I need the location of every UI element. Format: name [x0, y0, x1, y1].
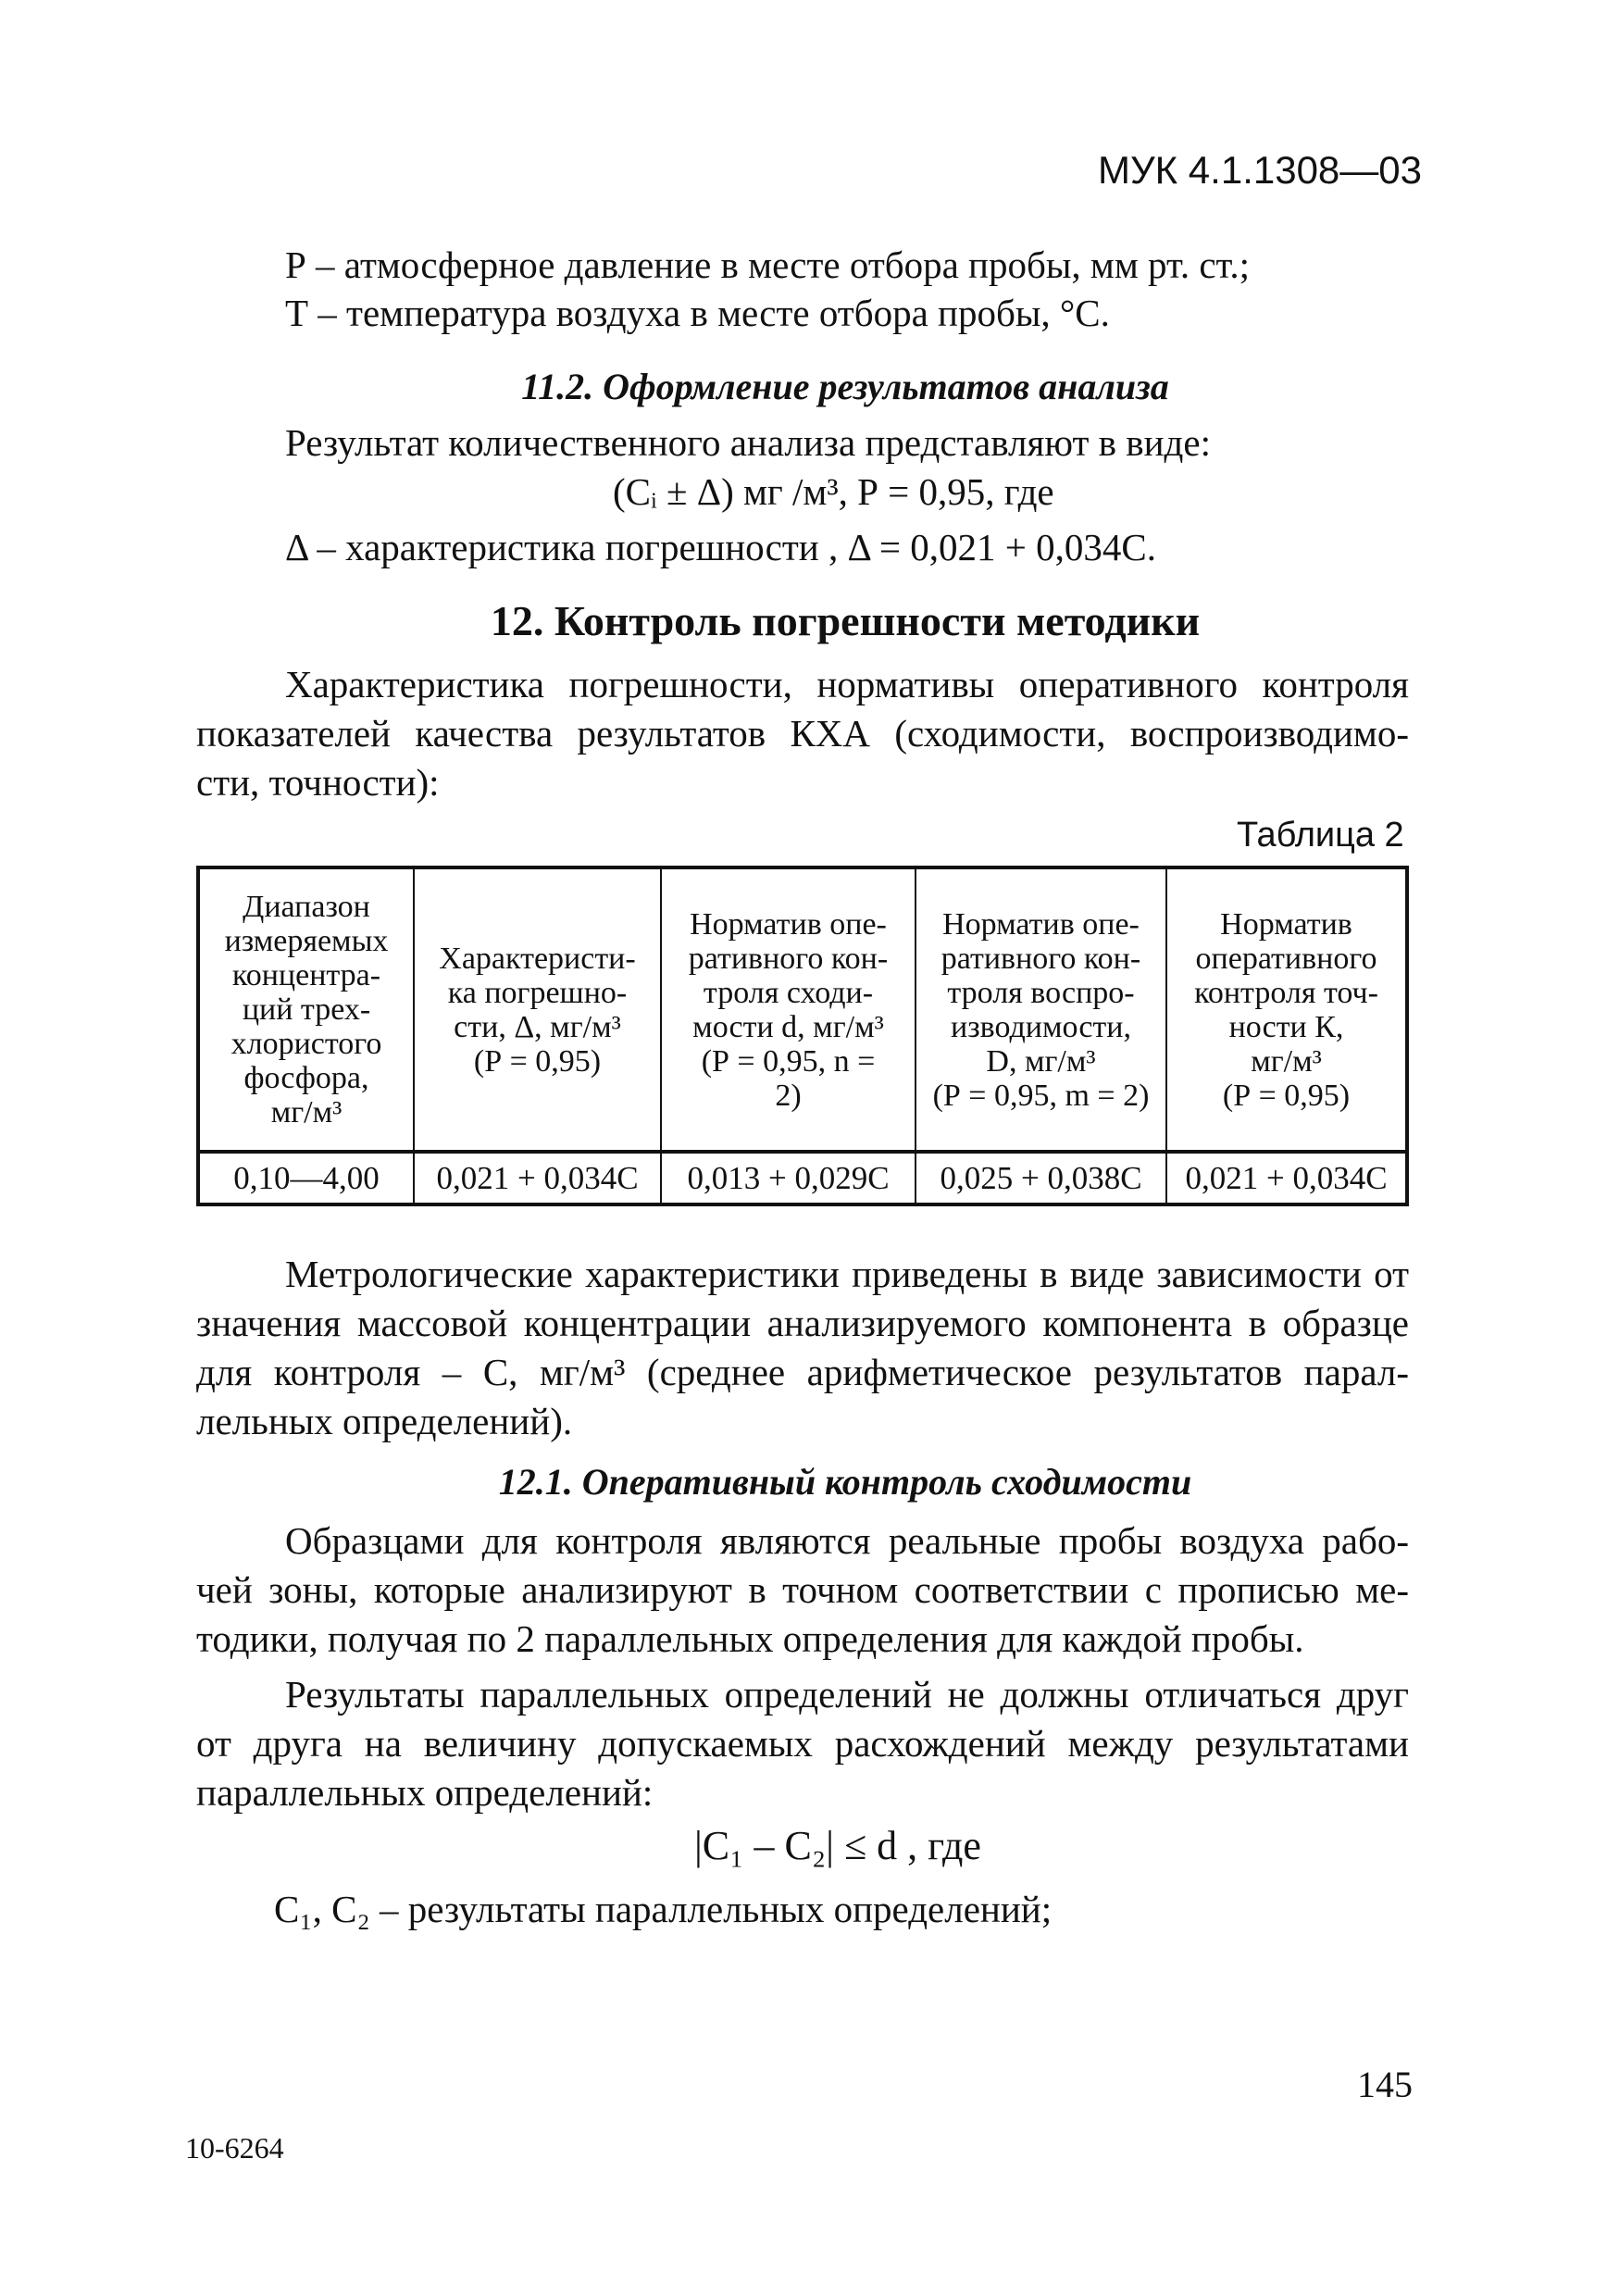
- sec-12-1-paragraph2-line: от друга на величину допускаемых расхождений между результатами: [196, 1722, 1409, 1765]
- table-caption: Таблица 2: [1237, 816, 1404, 855]
- table-cell: 0,021 + 0,034С: [415, 1154, 662, 1203]
- section-12-paragraph-line: показателей качества результатов КХА (сходимости, воспроизводимо-: [196, 712, 1409, 755]
- temperature-definition: Т – температура воздуха в месте отбора пробы, °С.: [285, 292, 1110, 334]
- convergence-formula: |C₁ – C₂| ≤ d , где: [694, 1823, 981, 1868]
- section-12-paragraph-line: сти, точности):: [196, 761, 440, 804]
- section-12-heading: 12. Контроль погрешности методики: [490, 597, 1201, 644]
- c1-c2-definition: C₁, C₂ – результаты параллельных определений;: [274, 1888, 1053, 1930]
- print-code: 10-6264: [185, 2131, 284, 2165]
- metrology-paragraph-line: лельных определений).: [196, 1400, 573, 1442]
- sec-12-1-paragraph1-line: Образцами для контроля являются реальные пробы воздуха рабо-: [285, 1519, 1409, 1562]
- table-header-cell: Норматив опе- ративного кон- троля воспро- изводимости, D, мг/м³ (Р = 0,95, m = 2): [916, 869, 1167, 1154]
- table-cell: 0,025 + 0,038С: [916, 1154, 1167, 1203]
- result-formula: (Cᵢ ± Δ) мг /м³, Р = 0,95, где: [613, 470, 1054, 513]
- sec-12-1-paragraph2-line: параллельных определений:: [196, 1771, 654, 1814]
- sec-12-1-paragraph1-line: тодики, получая по 2 параллельных определения для каждой пробы.: [196, 1617, 1304, 1660]
- metrology-paragraph-line: значения массовой концентрации анализируемого компонента в образце: [196, 1302, 1409, 1344]
- table-header-cell: Диапазон измеряемых концентра- ций трех- хлористого фосфора, мг/м³: [200, 869, 415, 1154]
- table-cell: 0,10—4,00: [200, 1154, 415, 1203]
- section-12-1-heading: 12.1. Оперативный контроль сходимости: [498, 1461, 1192, 1503]
- sec-12-1-paragraph1-line: чей зоны, которые анализируют в точном соответствии с прописью ме-: [196, 1568, 1409, 1611]
- doc-code-header: МУК 4.1.1308—03: [1098, 148, 1423, 192]
- metrology-paragraph-line: для контроля – С, мг/м³ (среднее арифметическое результатов парал-: [196, 1351, 1409, 1393]
- table-header-cell: Характеристи- ка погрешно- сти, Δ, мг/м³ (Р = 0,95): [415, 869, 662, 1154]
- table-cell: 0,013 + 0,029С: [662, 1154, 916, 1203]
- result-intro-text: Результат количественного анализа представляют в виде:: [285, 421, 1211, 464]
- metrology-paragraph-line: Метрологические характеристики приведены в виде зависимости от: [285, 1253, 1409, 1295]
- table-cell: 0,021 + 0,034С: [1185, 1160, 1388, 1196]
- page-number: 145: [1357, 2064, 1413, 2105]
- sec-12-1-paragraph2-line: Результаты параллельных определений не должны отличаться друг: [285, 1673, 1409, 1716]
- table-header-cell: Норматив оперативного контроля точ- ности К, мг/м³ (Р = 0,95): [1167, 869, 1405, 1154]
- pressure-definition: Р – атмосферное давление в месте отбора пробы, мм рт. ст.;: [285, 243, 1251, 286]
- table-header-cell: Норматив опе- ративного кон- троля сходи- мости d, мг/м³ (Р = 0,95, n = 2): [662, 869, 916, 1154]
- section-11-2-heading: 11.2. Оформление результатов анализа: [521, 366, 1169, 407]
- metrology-table: [196, 866, 1409, 1206]
- delta-definition: Δ – характеристика погрешности , Δ = 0,021 + 0,034С.: [285, 526, 1156, 568]
- section-12-paragraph-line: Характеристика погрешности, нормативы оперативного контроля: [285, 663, 1409, 705]
